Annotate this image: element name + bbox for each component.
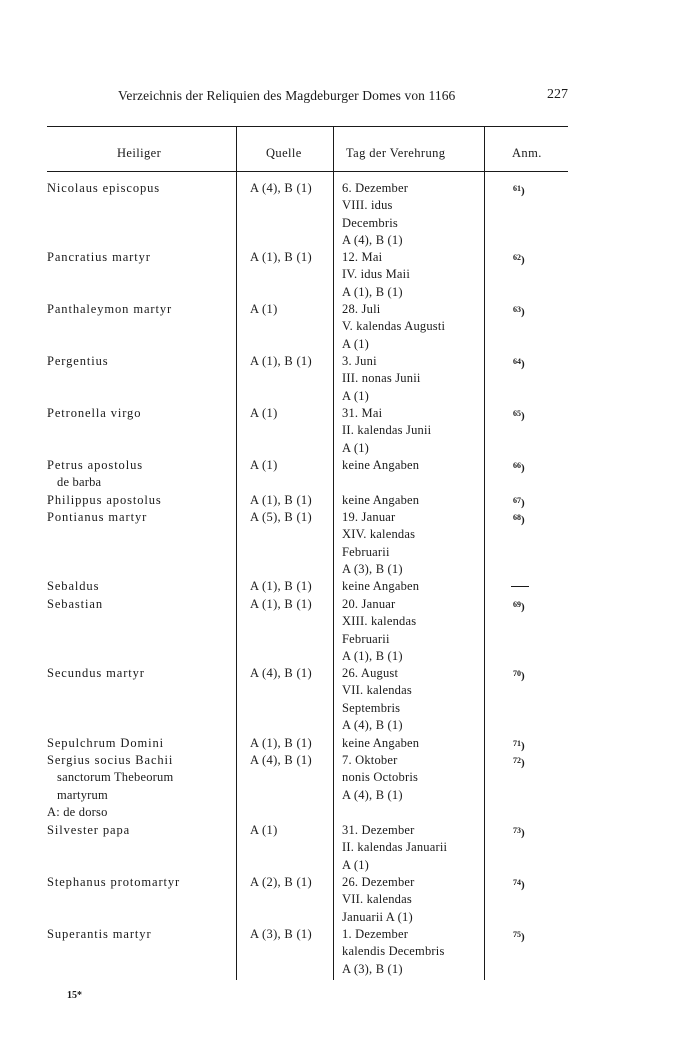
table-top-rule (47, 126, 568, 127)
veneration-day-cell (342, 301, 484, 353)
veneration-day-cell (342, 180, 484, 249)
saint-name (47, 596, 247, 613)
veneration-day-line: VII. kalendas (342, 683, 412, 698)
veneration-day-line: Januarii A (1) (342, 909, 413, 924)
saint-name (47, 874, 247, 891)
footnote-reference: $^{67}$) (513, 496, 525, 509)
source-cell: A (1), B (1) (250, 493, 312, 507)
column-header-note: Anm. (512, 146, 542, 160)
veneration-day-cell (342, 578, 484, 595)
veneration-day-line: 31. Mai (342, 406, 383, 420)
source-cell: A (1) (250, 458, 278, 472)
veneration-day-cell (342, 822, 484, 874)
veneration-day-line: keine Angaben (342, 493, 420, 507)
veneration-day-line: A (4), B (1) (342, 232, 403, 247)
veneration-day-line: A (1) (342, 440, 370, 455)
veneration-day-line: IV. idus Maii (342, 267, 410, 282)
footnote-reference: $^{63}$) (513, 305, 525, 318)
footnote-reference: $^{69}$) (513, 600, 525, 613)
saint-name-line: Sergius socius Bachii (47, 753, 174, 767)
veneration-day-line: 19. Januar (342, 510, 396, 524)
source-cell: A (1) (250, 406, 278, 420)
saint-name-line: Pergentius (47, 354, 109, 368)
veneration-day-line: II. kalendas Junii (342, 423, 432, 438)
veneration-day-cell (342, 926, 484, 978)
source-cell: A (3), B (1) (250, 927, 312, 941)
saint-name-line: Panthaleymon martyr (47, 302, 173, 316)
saint-name (47, 353, 247, 370)
veneration-day-line: keine Angaben (342, 458, 420, 472)
veneration-day-line: 3. Juni (342, 354, 377, 368)
source-cell: A (4), B (1) (250, 181, 312, 195)
footnote-reference: $^{68}$) (513, 513, 525, 526)
footnote-reference: $^{61}$) (513, 184, 525, 197)
source-cell: A (1) (250, 302, 278, 316)
veneration-day-line: XIV. kalendas (342, 527, 416, 542)
saint-name (47, 926, 247, 943)
veneration-day-line: A (4), B (1) (342, 717, 403, 732)
saint-name-line: Sebastian (47, 597, 104, 611)
saint-name (47, 492, 247, 509)
veneration-day-line: Septembris (342, 700, 401, 715)
saint-name (47, 509, 247, 526)
saint-name-line: Pontianus martyr (47, 510, 148, 524)
veneration-day-cell (342, 457, 484, 474)
footnote-reference: $^{64}$) (513, 357, 525, 370)
saint-name (47, 301, 247, 318)
source-cell: A (5), B (1) (250, 510, 312, 524)
saint-name (47, 180, 247, 197)
column-header-saint: Heiliger (117, 146, 162, 160)
column-divider (333, 127, 334, 980)
veneration-day-line: 12. Mai (342, 250, 383, 264)
veneration-day-line: A (4), B (1) (342, 787, 403, 802)
saint-name (47, 578, 247, 595)
veneration-day-cell (342, 249, 484, 301)
veneration-day-line: VII. kalendas (342, 892, 412, 907)
saint-name-line: Philippus apostolus (47, 493, 162, 507)
page-number: 227 (547, 87, 568, 102)
veneration-day-line: III. nonas Junii (342, 371, 421, 386)
footnote-reference: $^{72}$) (513, 756, 525, 769)
saint-name (47, 665, 247, 682)
veneration-day-line: kalendis Decembris (342, 944, 445, 959)
veneration-day-line: A (1) (342, 857, 370, 872)
veneration-day-line: 26. Dezember (342, 875, 415, 889)
saint-name (47, 249, 247, 266)
veneration-day-line: Decembris (342, 215, 398, 230)
footnote-reference: $^{71}$) (513, 739, 525, 752)
saint-name (47, 457, 247, 492)
source-cell: A (1), B (1) (250, 579, 312, 593)
veneration-day-line: 1. Dezember (342, 927, 409, 941)
saint-name-line: Petrus apostolus (47, 458, 143, 472)
veneration-day-line: 31. Dezember (342, 823, 415, 837)
footnote-reference: $^{66}$) (513, 461, 525, 474)
veneration-day-line: Februarii (342, 544, 390, 559)
veneration-day-line: II. kalendas Januarii (342, 840, 448, 855)
veneration-day-cell (342, 665, 484, 734)
source-cell: A (1) (250, 823, 278, 837)
saint-name (47, 405, 247, 422)
saint-name-line: Stephanus protomartyr (47, 875, 181, 889)
veneration-day-line: A (1), B (1) (342, 284, 403, 299)
saint-name-line: Nicolaus episcopus (47, 181, 161, 195)
veneration-day-cell (342, 596, 484, 665)
footnote-reference: $^{73}$) (513, 826, 525, 839)
signature-mark: 15* (67, 990, 82, 1001)
saint-name-line: Secundus martyr (47, 666, 145, 680)
veneration-day-line: XIII. kalendas (342, 614, 417, 629)
footnote-reference: $^{74}$) (513, 878, 525, 891)
veneration-day-line: keine Angaben (342, 736, 420, 750)
footnote-reference: $^{70}$) (513, 669, 525, 682)
veneration-day-line: 6. Dezember (342, 181, 409, 195)
veneration-day-cell (342, 353, 484, 405)
column-divider (484, 127, 485, 980)
veneration-day-cell (342, 492, 484, 509)
saint-name-line: Sepulchrum Domini (47, 736, 165, 750)
source-cell: A (1), B (1) (250, 354, 312, 368)
running-title: Verzeichnis der Reliquien des Magdeburger Domes von 1166 (118, 88, 456, 103)
saint-name (47, 822, 247, 839)
veneration-day-cell (342, 752, 484, 804)
saint-name-line: Superantis martyr (47, 927, 152, 941)
saint-name-line: sanctorum Thebeorum (57, 770, 174, 785)
source-cell: A (4), B (1) (250, 753, 312, 767)
source-cell: A (1), B (1) (250, 736, 312, 750)
column-header-source: Quelle (266, 146, 302, 160)
saint-name (47, 752, 247, 821)
saint-name-line: Petronella virgo (47, 406, 142, 420)
veneration-day-line: A (3), B (1) (342, 561, 403, 576)
footnote-reference: $^{65}$) (513, 409, 525, 422)
veneration-day-line: A (1) (342, 336, 370, 351)
saint-name-line: Sebaldus (47, 579, 100, 593)
veneration-day-cell (342, 874, 484, 926)
veneration-day-line: 7. Oktober (342, 753, 398, 767)
footnote-reference: $^{75}$) (513, 930, 525, 943)
veneration-day-line: 20. Januar (342, 597, 396, 611)
veneration-day-line: A (3), B (1) (342, 961, 403, 976)
saint-name-line: A: de dorso (47, 804, 108, 819)
veneration-day-cell (342, 735, 484, 752)
veneration-day-cell (342, 509, 484, 578)
veneration-day-line: keine Angaben (342, 579, 420, 593)
veneration-day-line: 28. Juli (342, 302, 381, 316)
note-dash (511, 586, 529, 587)
veneration-day-line: Februarii (342, 631, 390, 646)
saint-name-line: Silvester papa (47, 823, 131, 837)
footnote-reference: $^{62}$) (513, 253, 525, 266)
source-cell: A (1), B (1) (250, 597, 312, 611)
saint-name-line: martyrum (57, 787, 108, 802)
table-head-rule (47, 171, 568, 172)
veneration-day-line: 26. August (342, 666, 399, 680)
veneration-day-cell (342, 405, 484, 457)
veneration-day-line: A (1) (342, 388, 370, 403)
source-cell: A (2), B (1) (250, 875, 312, 889)
veneration-day-line: V. kalendas Augusti (342, 319, 446, 334)
source-cell: A (4), B (1) (250, 666, 312, 680)
veneration-day-line: A (1), B (1) (342, 648, 403, 663)
column-header-day: Tag der Verehrung (346, 146, 446, 160)
veneration-day-line: nonis Octobris (342, 770, 419, 785)
saint-name-line: Pancratius martyr (47, 250, 151, 264)
saint-name (47, 735, 247, 752)
saint-name-line: de barba (57, 475, 102, 490)
source-cell: A (1), B (1) (250, 250, 312, 264)
veneration-day-line: VIII. idus (342, 198, 393, 213)
